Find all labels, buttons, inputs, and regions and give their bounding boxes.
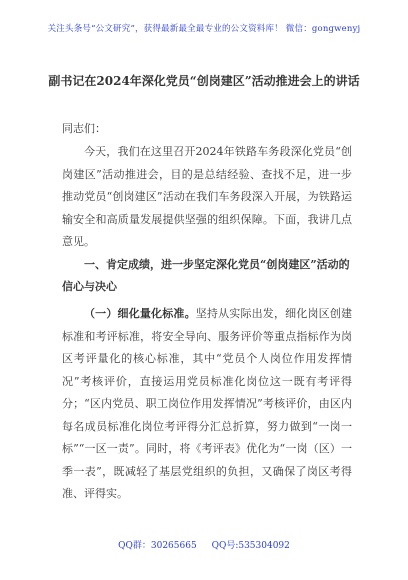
paragraph-lead: （一）细化量化标准。 (84, 307, 196, 320)
footer-contact (0, 538, 408, 551)
paragraph-intro: 今天，我们在这里召开2024年铁路车务段深化党员“创岗建区”活动推进会，目的是总结经验、查找不足，进一步推动党员“创岗建区”活动在我们车务段深入开展，为铁路运输安全和高质量发展提供坚强的组织保障。下面，我讲几点意见。 (62, 145, 352, 248)
promo-banner: 关注头条号“公文研究”，获得最新最全最专业的公文资料库！ 微信：gongwenyj (47, 24, 361, 34)
qq-number: QQ号:535304092 (211, 541, 290, 551)
section-heading: 一、肯定成绩，进一步坚定深化党员“创岗建区”活动的信心与决心 (62, 258, 350, 293)
document-title: 副书记在2024年深化党员“创岗建区”活动推进会上的讲话 (48, 74, 360, 88)
paragraph-standards (62, 303, 352, 506)
greeting: 同志们： (62, 122, 106, 135)
paragraph-body: 坚持从实际出发，细化岗区创建标准和考评标准，将安全导向、服务评价等重点指标作为岗区考评量化的核心标准，其中“党员个人岗位作用发挥情况”考核评价，直接运用党员标准化岗位这一既有考评得分；“区内党员、职工岗位作用发挥情况”考核评价，由区内每名成员标准化岗位考评得分汇总折算，努力做到“一岗一标”“一区一责”。同时，将《考评表》优化为“一岗（区）一季一表”，既减轻了基层党组织的负担，又确保了岗区考得准、评得实。 (62, 307, 353, 500)
qq-group: QQ群：30265665 (118, 541, 197, 551)
